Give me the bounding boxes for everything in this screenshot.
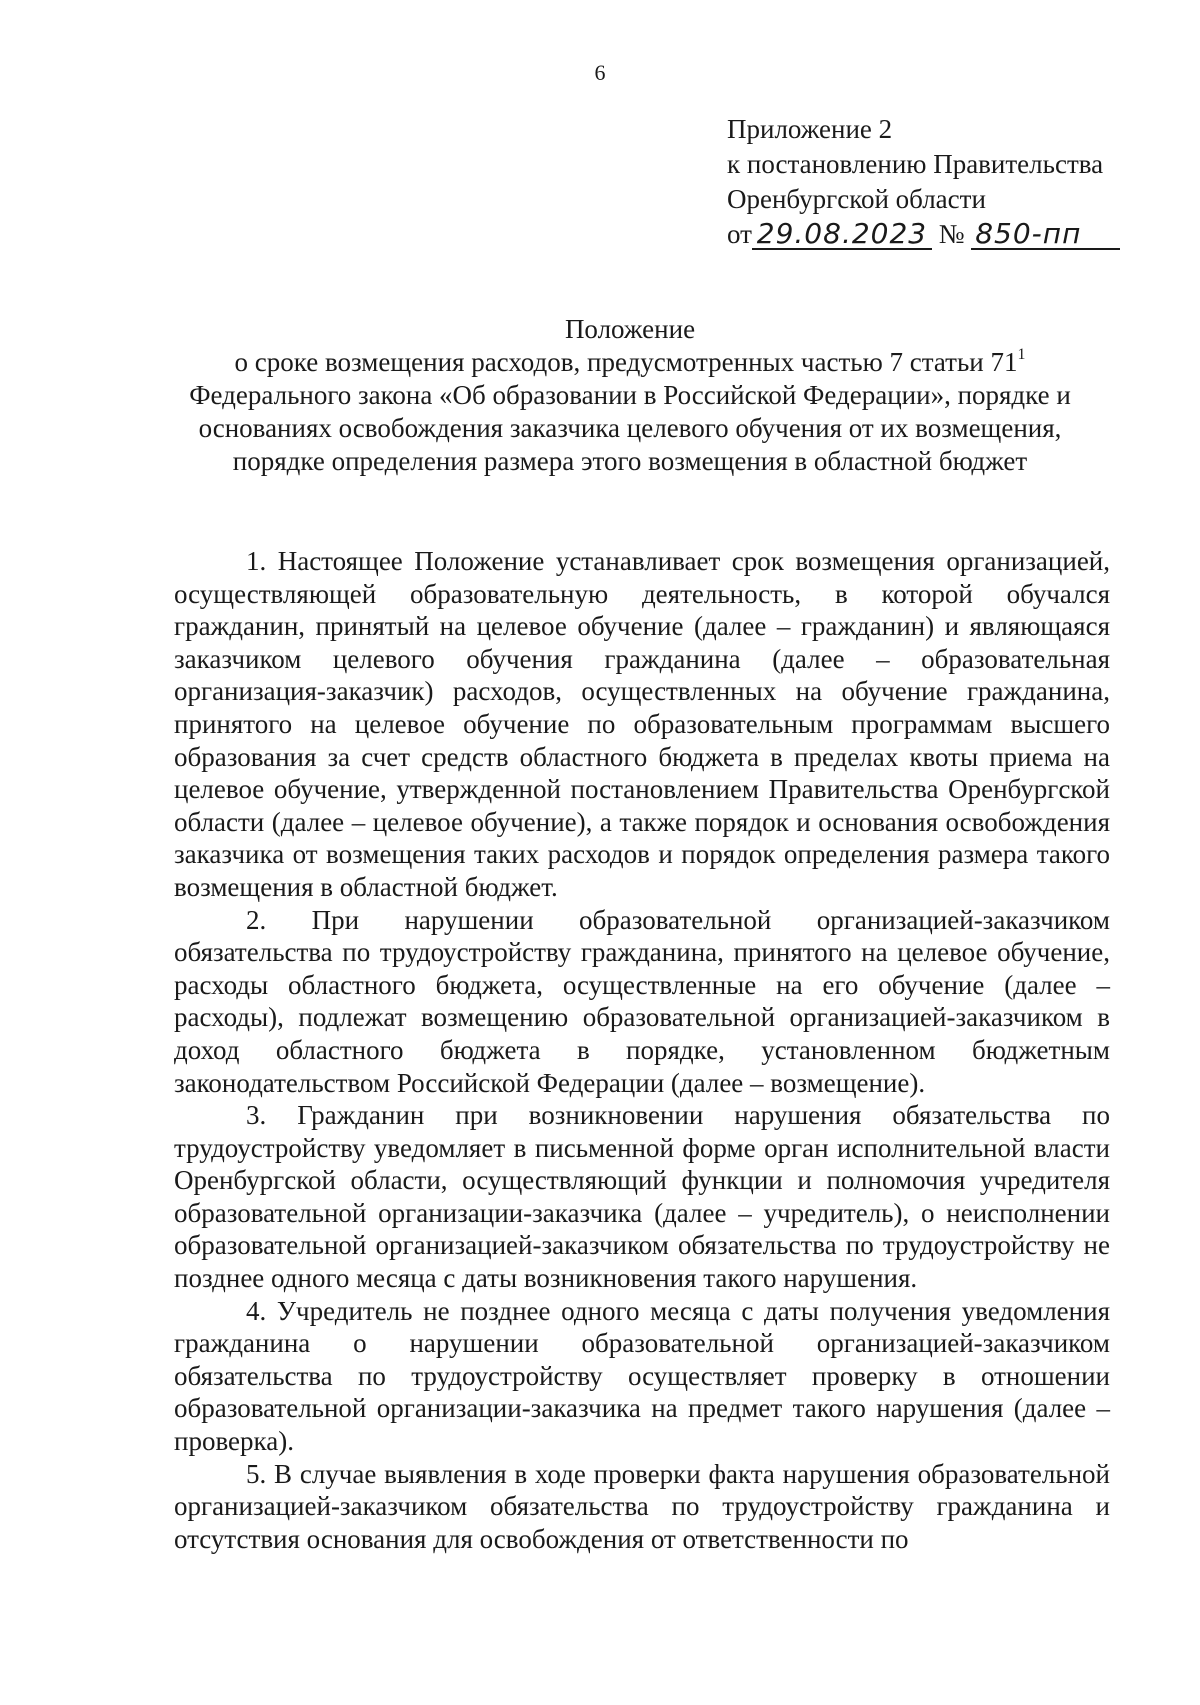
appendix-header [727, 112, 1120, 252]
title-line-5: порядке определения размера этого возмещения в областной бюджет [232, 446, 1028, 476]
date-prefix: от [727, 219, 752, 249]
paragraph-2: 2. При нарушении образовательной организацией-заказчиком обязательства по трудоустройству гражданина, принятого на целевое обучение, расходы областного бюджета, осуществленные на его обучение (далее – расходы), подлежат возмещению образовательной организацией-заказчиком в доход областного бюджета в порядке, установленном бюджетным законодательством Российской Федерации (далее – возмещение). [174, 904, 1110, 1098]
handwritten-date: 29.08.2023 [752, 220, 932, 250]
document-title [150, 313, 1110, 478]
document-body [174, 545, 1110, 1555]
appendix-title: Приложение 2 [727, 114, 893, 144]
title-line-3: Федерального закона «Об образовании в Российской Федерации», порядке и [189, 380, 1071, 410]
paragraph-1: 1. Настоящее Положение устанавливает срок возмещения организацией, осуществляющей образовательную деятельность, в которой обучался гражданин, принятый на целевое обучение (далее – гражданин) и являющаяся заказчиком целевого обучения гражданина (далее – образовательная организация-заказчик) расходов, осуществленных на обучение гражданина, принятого на целевое обучение по образовательным программам высшего образования за счет средств областного бюджета в пределах квоты приема на целевое обучение, утвержденной постановлением Правительства Оренбургской области (далее – целевое обучение), а также порядок и основания освобождения заказчика от возмещения таких расходов и порядок определения размера такого возмещения в областной бюджет. [174, 546, 1110, 902]
appendix-region: Оренбургской области [727, 184, 986, 214]
number-prefix: № [938, 219, 965, 249]
page-number: 6 [594, 60, 606, 85]
appendix-reference: к постановлению Правительства [727, 149, 1104, 179]
superscript: 1 [1017, 346, 1026, 363]
title-heading: Положение [564, 314, 696, 344]
handwritten-number: 850-пп [971, 220, 1120, 250]
title-line-4: основаниях освобождения заказчика целевого обучения от их возмещения, [198, 413, 1062, 443]
appendix-date-number [727, 217, 1120, 252]
paragraph-3: 3. Гражданин при возникновении нарушения обязательства по трудоустройству уведомляет в письменной форме орган исполнительной власти Оренбургской области, осуществляющий функции и полномочия учредителя образовательной организации-заказчика (далее – учредитель), о неисполнении образовательной организацией-заказчиком обязательства по трудоустройству не позднее одного месяца с даты возникновения такого нарушения. [174, 1100, 1110, 1294]
paragraph-5: 5. В случае выявления в ходе проверки факта нарушения образовательной организацией-заказчиком обязательства по трудоустройству гражданина и отсутствия основания для освобождения от ответственности по [174, 1458, 1110, 1554]
title-line-2: о сроке возмещения расходов, предусмотренных частью 7 статьи $71^1$ [234, 346, 1026, 377]
paragraph-4: 4. Учредитель не позднее одного месяца с даты получения уведомления гражданина о нарушении образовательной организацией-заказчиком обязательства по трудоустройству осуществляет проверку в отношении образовательной организации-заказчика на предмет такого нарушения (далее – проверка). [174, 1295, 1110, 1457]
